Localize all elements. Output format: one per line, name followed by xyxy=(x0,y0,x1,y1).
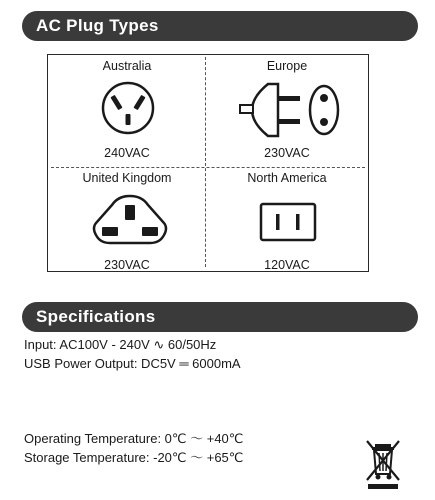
spec-storage-temperature: Storage Temperature: -20℃ ～ +65℃ xyxy=(24,450,244,465)
spec-usb-output: USB Power Output: DC5V ═ 6000mA xyxy=(24,356,241,371)
plug-voltage-label: 120VAC xyxy=(264,258,310,272)
plug-region-label: North America xyxy=(247,171,327,185)
weee-crossed-bin-icon xyxy=(364,438,402,490)
plug-cell-north-america xyxy=(208,167,366,275)
spec-input: Input: AC100V - 240V ∿ 60/50Hz xyxy=(24,337,217,352)
plug-voltage-label: 230VAC xyxy=(264,146,310,160)
plug-types-grid xyxy=(47,54,369,272)
plug-cell-united-kingdom xyxy=(48,167,206,275)
spec-operating-temperature: Operating Temperature: 0℃ ～ +40℃ xyxy=(24,431,244,446)
north-america-plug-icon xyxy=(259,202,317,242)
plug-cell-europe xyxy=(208,55,366,163)
plug-voltage-label: 230VAC xyxy=(104,258,150,272)
specifications-header: Specifications xyxy=(22,302,418,332)
plug-voltage-label: 240VAC xyxy=(104,146,150,160)
plug-types-header: AC Plug Types xyxy=(22,11,418,41)
plug-region-label: Europe xyxy=(266,59,308,73)
uk-plug-icon xyxy=(90,193,170,249)
plug-region-label: United Kingdom xyxy=(82,171,172,185)
europe-plug-icon xyxy=(238,79,348,141)
plug-region-label: Australia xyxy=(102,59,152,73)
plug-cell-australia xyxy=(48,55,206,163)
australia-plug-icon xyxy=(100,76,156,140)
